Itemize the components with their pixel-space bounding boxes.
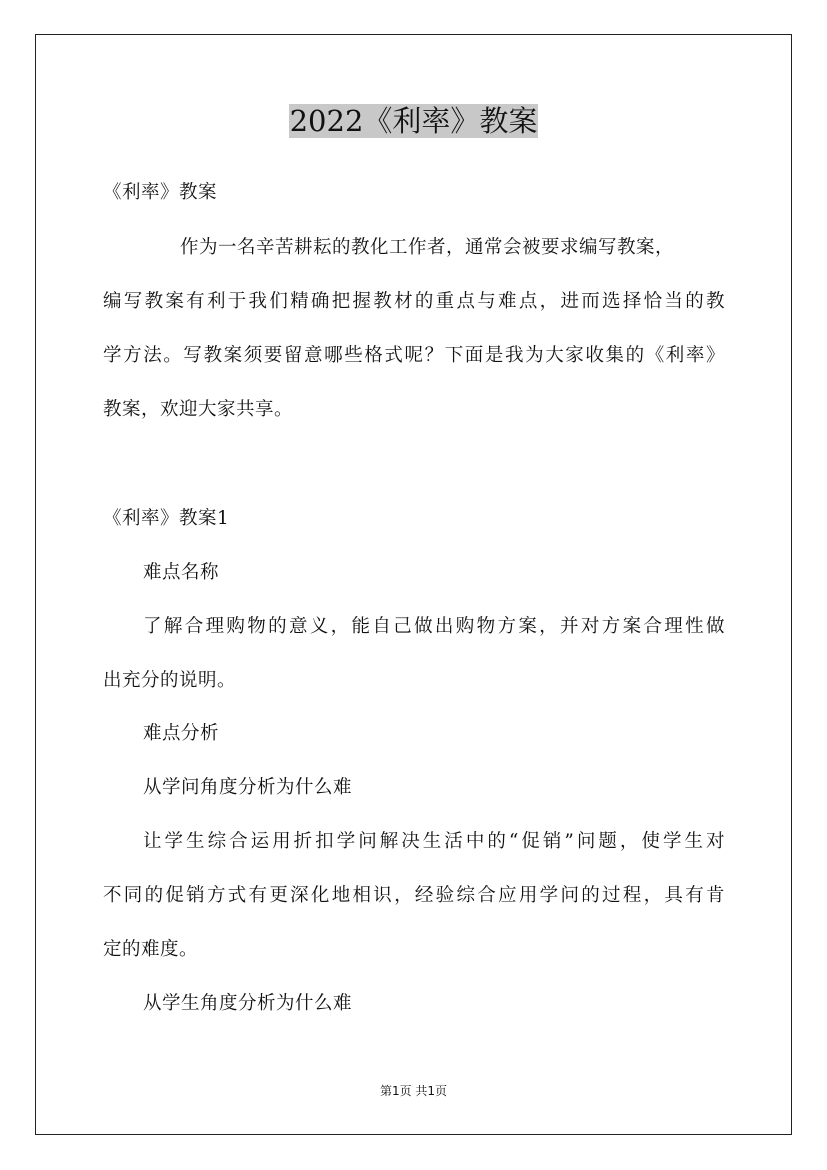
page-footer: 第1页 共1页	[379, 1084, 448, 1098]
section-heading: 《利率》教案1	[103, 508, 230, 529]
intro-line: 作为一名辛苦耕耘的教化工作者，通常会被要求编写教案，	[180, 237, 675, 258]
heading-student-angle: 从学生角度分析为什么难	[143, 993, 353, 1014]
heading-difficulty-name: 难点名称	[143, 562, 220, 583]
document-subtitle: 《利率》教案	[103, 182, 218, 203]
paragraph-line: 了解合理购物的意义，能自己做出购物方案，并对方案合理性做	[143, 616, 725, 637]
intro-line: 学方法。写教案须要留意哪些格式呢？下面是我为大家收集的《利率》	[103, 345, 725, 366]
paragraph-line: 让学生综合运用折扣学问解决生活中的“促销”问题，使学生对	[143, 831, 725, 852]
heading-knowledge-angle: 从学问角度分析为什么难	[143, 777, 353, 798]
document-title-wrap	[0, 101, 827, 141]
paragraph-line: 出充分的说明。	[103, 670, 237, 691]
paragraph-line: 定的难度。	[103, 939, 199, 960]
document-title: 2022《利率》教案	[289, 104, 538, 138]
paragraph-line: 不同的促销方式有更深化地相识，经验综合应用学问的过程，具有肯	[103, 885, 725, 906]
heading-difficulty-analysis: 难点分析	[143, 723, 220, 744]
intro-line: 编写教案有利于我们精确把握教材的重点与难点，进而选择恰当的教	[103, 291, 725, 312]
intro-line: 教案，欢迎大家共享。	[103, 399, 294, 420]
